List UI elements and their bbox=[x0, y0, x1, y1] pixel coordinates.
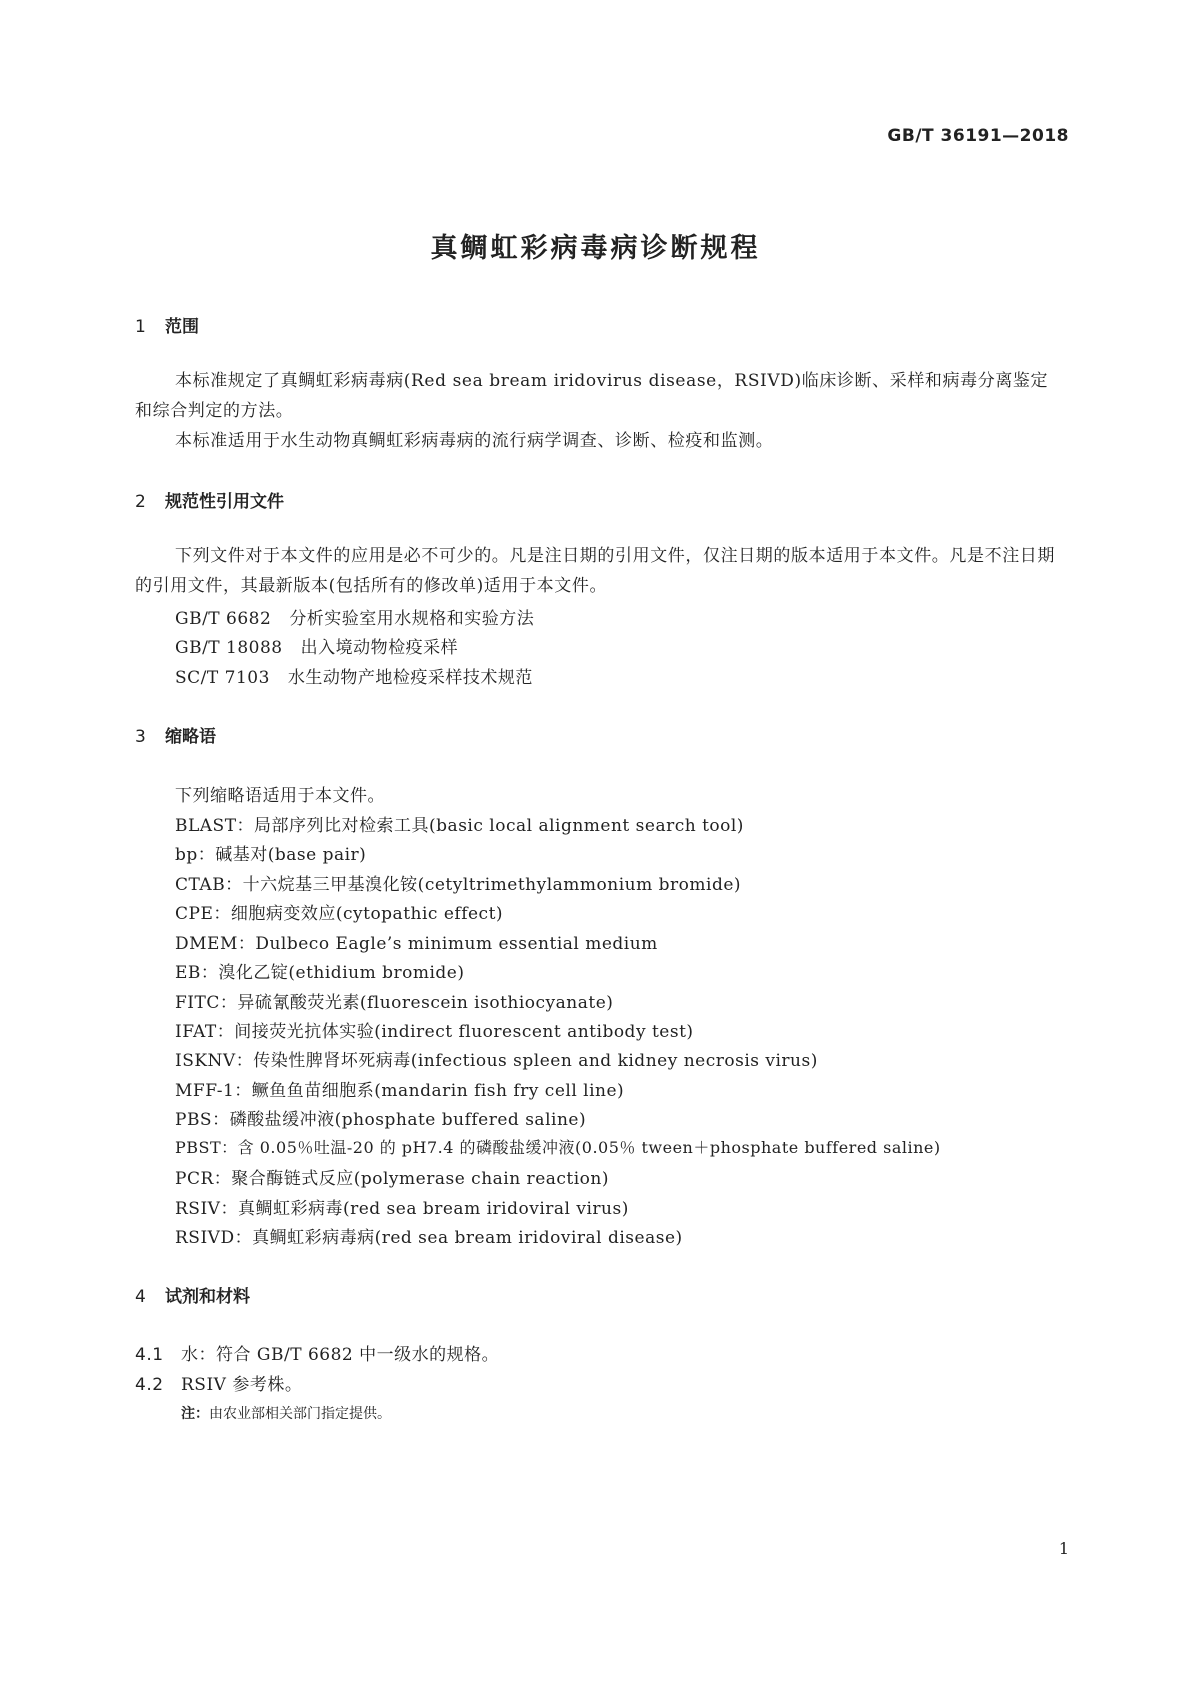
abbreviation-item: PBS：磷酸盐缓冲液(phosphate buffered saline) bbox=[175, 1110, 587, 1130]
document-title: 真鲷虹彩病毒病诊断规程 bbox=[430, 233, 761, 264]
section-title: 规范性引用文件 bbox=[165, 492, 284, 512]
abbreviation-item: CPE：细胞病变效应(cytopathic effect) bbox=[175, 904, 504, 924]
reference-item bbox=[175, 604, 534, 629]
reference-item bbox=[175, 663, 533, 688]
abbreviation-item: FITC：异硫氰酸荧光素(fluorescein isothiocyanate) bbox=[175, 993, 614, 1013]
section-title: 范围 bbox=[165, 317, 199, 337]
note bbox=[181, 1403, 391, 1423]
abbreviation-item: CTAB：十六烷基三甲基溴化铵(cetyltrimethylammonium bromide) bbox=[175, 875, 742, 895]
clause-number: 4.1 bbox=[135, 1345, 164, 1365]
section-heading-abbreviations bbox=[135, 722, 216, 747]
reference-code: SC/T 7103 bbox=[175, 668, 270, 688]
abbreviation-item: RSIVD：真鲷虹彩病毒病(red sea bream iridoviral disease) bbox=[175, 1228, 683, 1248]
section-number: 1 bbox=[135, 317, 146, 337]
section-number: 3 bbox=[135, 727, 146, 747]
abbreviation-item: PBST：含 0.05％吐温-20 的 pH7.4 的磷酸盐缓冲液(0.05％ tween＋phosphate buffered saline) bbox=[175, 1138, 941, 1157]
note-label: 注： bbox=[181, 1406, 209, 1422]
clause-number: 4.2 bbox=[135, 1375, 164, 1395]
reference-title: 水生动物产地检疫采样技术规范 bbox=[287, 668, 533, 688]
section-heading-normative-references bbox=[135, 487, 284, 512]
paragraph: 本标准规定了真鲷虹彩病毒病(Red sea bream iridovirus disease，RSIVD)临床诊断、采样和病毒分离鉴定和综合判定的方法。 bbox=[135, 371, 1049, 421]
clause-4-1 bbox=[135, 1340, 499, 1365]
section-number: 2 bbox=[135, 492, 146, 512]
clause-text: 水：符合 GB/T 6682 中一级水的规格。 bbox=[181, 1345, 500, 1365]
reference-title: 出入境动物检疫采样 bbox=[300, 638, 459, 658]
standard-code: GB/T 36191—2018 bbox=[887, 126, 1069, 146]
section-heading-scope bbox=[135, 312, 199, 337]
abbreviation-item: DMEM：Dulbeco Eagle’s minimum essential medium bbox=[175, 934, 658, 954]
section-title: 缩略语 bbox=[165, 727, 216, 747]
reference-code: GB/T 18088 bbox=[175, 638, 283, 658]
clause-text: RSIV 参考株。 bbox=[181, 1375, 303, 1395]
note-text: 由农业部相关部门指定提供。 bbox=[209, 1406, 391, 1422]
abbreviation-item: IFAT：间接荧光抗体实验(indirect fluorescent antibody test) bbox=[175, 1022, 694, 1042]
abbreviation-item: EB：溴化乙锭(ethidium bromide) bbox=[175, 963, 465, 983]
clause-4-2 bbox=[135, 1370, 302, 1395]
section-heading-reagents bbox=[135, 1282, 250, 1307]
reference-code: GB/T 6682 bbox=[175, 609, 272, 629]
reference-title: 分析实验室用水规格和实验方法 bbox=[289, 609, 535, 629]
paragraph: 下列文件对于本文件的应用是必不可少的。凡是注日期的引用文件，仅注日期的版本适用于本文件。凡是不注日期的引用文件，其最新版本(包括所有的修改单)适用于本文件。 bbox=[135, 546, 1055, 596]
page-number: 1 bbox=[1058, 1539, 1069, 1558]
abbreviation-item: BLAST：局部序列比对检索工具(basic local alignment search tool) bbox=[175, 816, 744, 836]
abbreviation-item: PCR：聚合酶链式反应(polymerase chain reaction) bbox=[175, 1169, 609, 1189]
section-title: 试剂和材料 bbox=[165, 1287, 250, 1307]
abbreviation-item: RSIV：真鲷虹彩病毒(red sea bream iridoviral virus) bbox=[175, 1199, 629, 1219]
paragraph: 本标准适用于水生动物真鲷虹彩病毒病的流行病学调查、诊断、检疫和监测。 bbox=[175, 431, 774, 451]
abbreviations-intro: 下列缩略语适用于本文件。 bbox=[175, 786, 385, 806]
section-number: 4 bbox=[135, 1287, 146, 1307]
abbreviation-item: ISKNV：传染性脾肾坏死病毒(infectious spleen and kidney necrosis virus) bbox=[175, 1051, 818, 1071]
abbreviation-item: MFF-1：鳜鱼鱼苗细胞系(mandarin fish fry cell line) bbox=[175, 1081, 625, 1101]
reference-item bbox=[175, 633, 458, 658]
abbreviation-item: bp：碱基对(base pair) bbox=[175, 845, 367, 865]
